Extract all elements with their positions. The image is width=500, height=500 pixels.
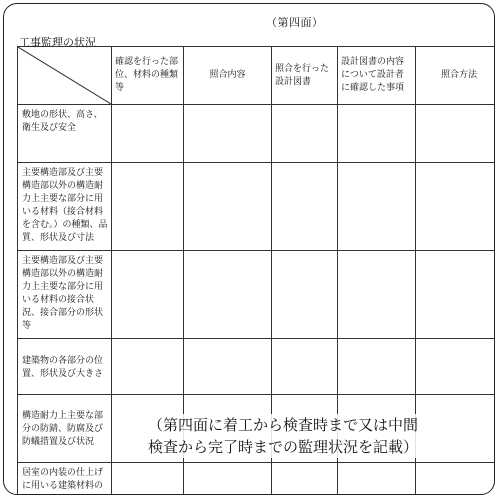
- table-cell: [416, 395, 496, 463]
- table-cell: [416, 463, 496, 496]
- table-cell: [338, 163, 416, 251]
- table-cell: [416, 163, 496, 251]
- annotation-line-2: 検査から完了時までの監理状況を記載）: [148, 438, 419, 456]
- annotation-line-1: （第四面に着工から検査時まで又は中間: [148, 416, 419, 434]
- table-cell: [338, 463, 416, 496]
- document-frame: [3, 3, 495, 495]
- section-title: 工事監理の状況: [19, 36, 96, 49]
- table-cell: [112, 163, 184, 251]
- diagonal-line: [18, 47, 111, 104]
- corner-diagonal-cell: [18, 47, 112, 105]
- table-cell: [416, 339, 496, 395]
- row-header: 建築物の各部分の位置、形状及び大きさ: [18, 339, 112, 395]
- table-row: [18, 105, 496, 163]
- col-header-design-documents: 照合を行った設計図書: [272, 47, 338, 105]
- table-row: [18, 463, 496, 496]
- col-header-verification-method: 照合方法: [416, 47, 496, 105]
- col-header-confirmed-parts: 確認を行った部位、材料の種類等: [112, 47, 184, 105]
- table-row: [18, 251, 496, 339]
- header-row: [18, 47, 496, 105]
- table-cell: [338, 105, 416, 163]
- table-row: [18, 163, 496, 251]
- table-cell: [416, 105, 496, 163]
- row-header: 主要構造部及び主要構造部以外の構造耐力上主要な部分に用いる材料の接合状況、接合部分の形状等: [18, 251, 112, 339]
- table-cell: [184, 463, 272, 496]
- table-cell: [416, 251, 496, 339]
- table-cell: [184, 105, 272, 163]
- table-cell: [184, 339, 272, 395]
- row-header: 敷地の形状、高さ、衛生及び安全: [18, 105, 112, 163]
- table-cell: [184, 251, 272, 339]
- table-cell: [338, 251, 416, 339]
- row-header: 居室の内装の仕上げに用いる建築材料の: [18, 463, 112, 496]
- table-cell: [272, 463, 338, 496]
- table-cell: [112, 463, 184, 496]
- col-header-verification-content: 照合内容: [184, 47, 272, 105]
- row-header: 構造耐力上主要な部分の防錆、防腐及び防蟻措置及び状況: [18, 395, 112, 463]
- table-row: [18, 339, 496, 395]
- row-header: 主要構造部及び主要構造部以外の構造耐力上主要な部分に用いる材料（接合材料を含む。）の種類、品質、形状及び寸法: [18, 163, 112, 251]
- table-cell: [272, 339, 338, 395]
- col-header-designer-confirmation: 設計図書の内容について設計者に確認した事項: [338, 47, 416, 105]
- table-cell: [338, 339, 416, 395]
- table-cell: [272, 105, 338, 163]
- table-cell: [112, 339, 184, 395]
- table-cell: [112, 105, 184, 163]
- table-cell: [272, 163, 338, 251]
- page-label: （第四面）: [266, 16, 324, 29]
- table-cell: [272, 251, 338, 339]
- table-cell: [112, 251, 184, 339]
- annotation-note: [148, 414, 418, 458]
- table-cell: [184, 163, 272, 251]
